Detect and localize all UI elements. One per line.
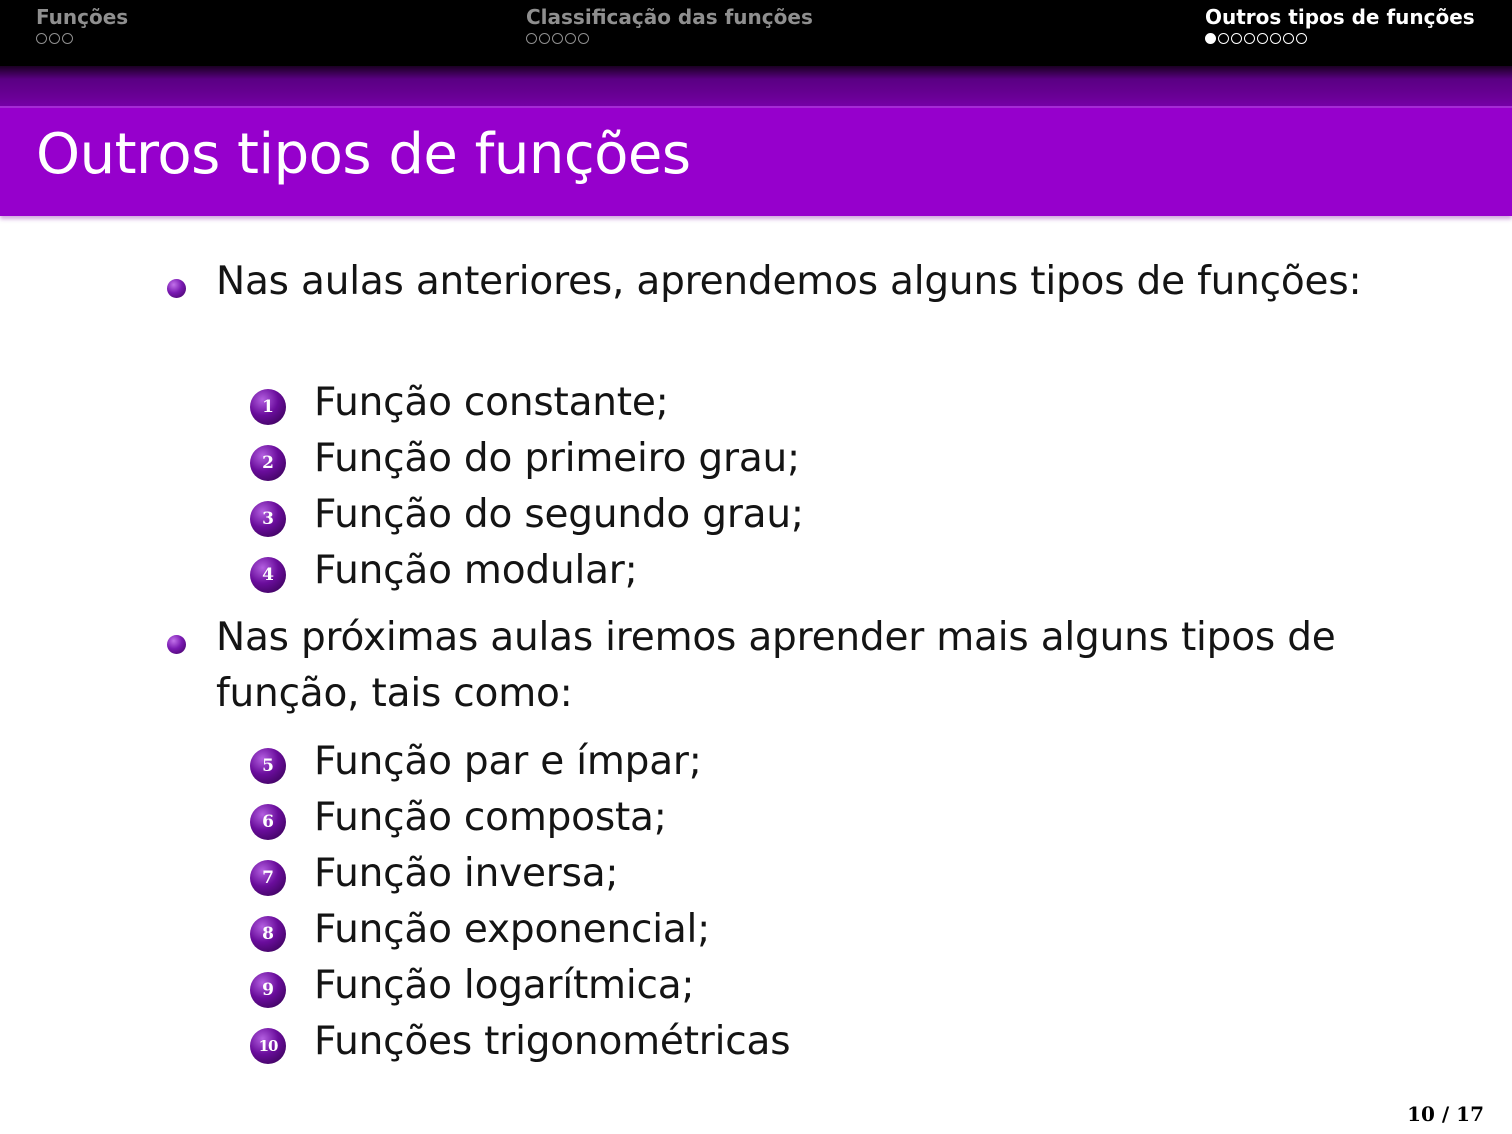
header-gradient-band: [0, 66, 1512, 110]
nav-slide-dot[interactable]: [1283, 33, 1294, 44]
enumeration-ball-icon: 10: [250, 1028, 286, 1064]
list-item-text: Função exponencial;: [314, 907, 711, 952]
enumeration-ball-icon: 2: [250, 445, 286, 481]
nav-slide-dots: [526, 30, 813, 46]
nav-section-outros-tipos[interactable]: [1205, 4, 1475, 46]
list-item-text: Função composta;: [314, 795, 667, 840]
list-item-text: Função inversa;: [314, 851, 619, 896]
enumeration-ball-icon: 4: [250, 557, 286, 593]
nav-slide-dot[interactable]: [36, 33, 47, 44]
enumeration-ball-icon: 5: [250, 748, 286, 784]
list-item: [250, 853, 1250, 903]
list-item: [250, 741, 1250, 791]
nav-slide-dot[interactable]: [1244, 33, 1255, 44]
frame-title-bar: [0, 106, 1512, 216]
nav-slide-dot[interactable]: [578, 33, 589, 44]
nav-slide-dot[interactable]: [1231, 33, 1242, 44]
list-item: [250, 550, 1250, 600]
list-item: [250, 494, 1250, 544]
nav-slide-dot[interactable]: [526, 33, 537, 44]
nav-slide-dot[interactable]: [49, 33, 60, 44]
enumeration-ball-icon: 9: [250, 972, 286, 1008]
list-item-text: Função do segundo grau;: [314, 492, 804, 537]
nav-slide-dot[interactable]: [1218, 33, 1229, 44]
list-item: [250, 965, 1250, 1015]
nav-section-title[interactable]: Classificação das funções: [526, 5, 813, 29]
nav-slide-dot[interactable]: [62, 33, 73, 44]
enumeration-ball-icon: 3: [250, 501, 286, 537]
nav-slide-dot-current[interactable]: [1205, 33, 1216, 44]
list-item-text: Função do primeiro grau;: [314, 436, 800, 481]
nav-section-title[interactable]: Outros tipos de funções: [1205, 5, 1475, 29]
enumeration-ball-icon: 8: [250, 916, 286, 952]
frame-title: Outros tipos de funções: [36, 122, 691, 187]
nav-slide-dot[interactable]: [565, 33, 576, 44]
nav-slide-dot[interactable]: [539, 33, 550, 44]
bullet-text-continuation: função, tais como:: [216, 671, 573, 716]
nav-slide-dots: [36, 30, 128, 46]
bullet-icon: [167, 635, 186, 654]
nav-slide-dot[interactable]: [1270, 33, 1281, 44]
bullet-icon: [167, 279, 186, 298]
list-item: [250, 382, 1250, 432]
nav-section-funcoes[interactable]: [36, 4, 128, 46]
list-item: [250, 438, 1250, 488]
navigation-bar: [0, 0, 1512, 66]
list-item-text: Função logarítmica;: [314, 963, 695, 1008]
page-number: 10 / 17: [1407, 1102, 1484, 1126]
list-item: [250, 797, 1250, 847]
nav-section-title[interactable]: Funções: [36, 5, 129, 29]
list-item-text: Função modular;: [314, 548, 638, 593]
list-item: [250, 1021, 1250, 1071]
bullet-text: Nas próximas aulas iremos aprender mais alguns tipos de: [216, 615, 1336, 660]
nav-section-classificacao[interactable]: [526, 4, 813, 46]
enumeration-ball-icon: 6: [250, 804, 286, 840]
list-item-text: Função constante;: [314, 380, 669, 425]
nav-slide-dot[interactable]: [1257, 33, 1268, 44]
list-item: [250, 909, 1250, 959]
list-item-text: Função par e ímpar;: [314, 739, 702, 784]
nav-slide-dots: [1205, 30, 1475, 46]
bullet-text: Nas aulas anteriores, aprendemos alguns tipos de funções:: [216, 259, 1362, 304]
enumeration-ball-icon: 1: [250, 389, 286, 425]
list-item-text: Funções trigonométricas: [314, 1019, 791, 1064]
nav-slide-dot[interactable]: [1296, 33, 1307, 44]
nav-slide-dot[interactable]: [552, 33, 563, 44]
enumeration-ball-icon: 7: [250, 860, 286, 896]
